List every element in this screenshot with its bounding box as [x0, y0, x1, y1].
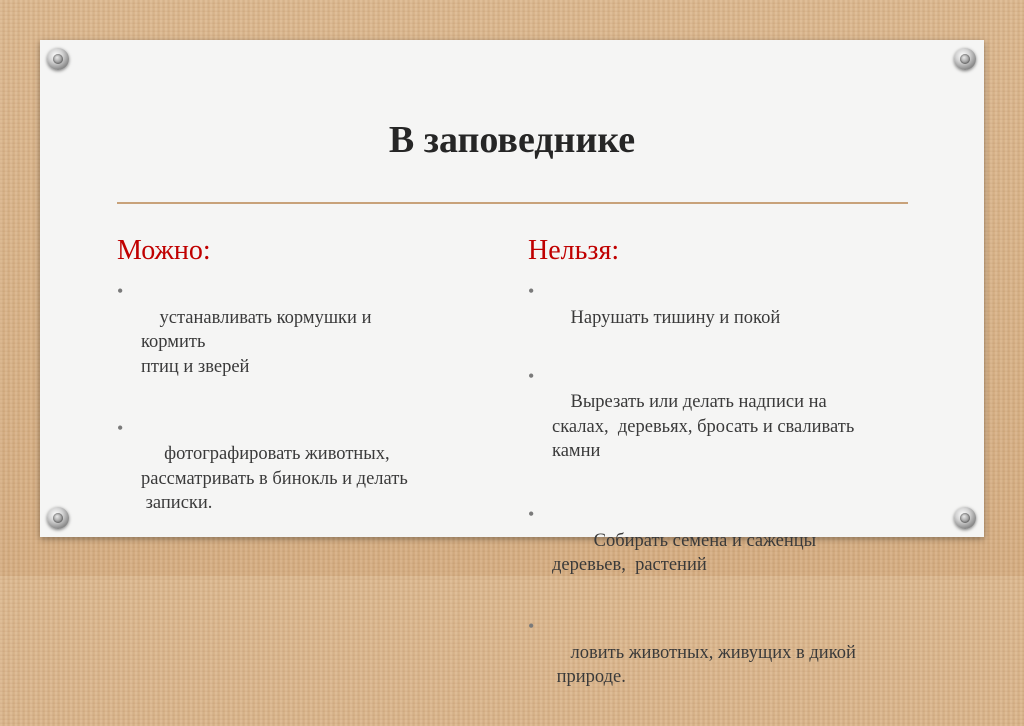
list-item: • фотографировать животных, рассматривать в бинокль и делать записки. — [117, 417, 408, 513]
bullet-icon: • — [528, 281, 535, 301]
pushpin-top-left-icon — [47, 48, 69, 70]
list-item: • Собирать семена и саженцы деревьев, растений — [528, 504, 817, 575]
title-divider — [117, 202, 908, 204]
allowed-list — [117, 281, 487, 552]
list-item: • ловить животных, живущих в дикой природе. — [528, 616, 856, 687]
list-item: • устанавливать кормушки и кормить птиц и зверей — [117, 281, 372, 377]
allowed-heading: Можно: — [117, 235, 211, 266]
list-item: • Вырезать или делать надписи на скалах, деревьях, бросать и сваливать камни — [528, 365, 855, 461]
bullet-icon: • — [117, 281, 124, 301]
bullet-icon: • — [528, 616, 535, 636]
bullet-icon: • — [528, 504, 535, 524]
bullet-icon: • — [528, 365, 535, 386]
pushpin-bottom-right-icon — [954, 507, 976, 529]
pushpin-bottom-left-icon — [47, 507, 69, 529]
forbidden-list — [528, 281, 908, 726]
pushpin-top-right-icon — [954, 48, 976, 70]
slide-title: В заповеднике — [388, 119, 636, 161]
bullet-icon: • — [117, 417, 124, 438]
list-item: • Нарушать тишину и покой — [528, 281, 781, 328]
forbidden-heading: Нельзя: — [528, 235, 620, 266]
